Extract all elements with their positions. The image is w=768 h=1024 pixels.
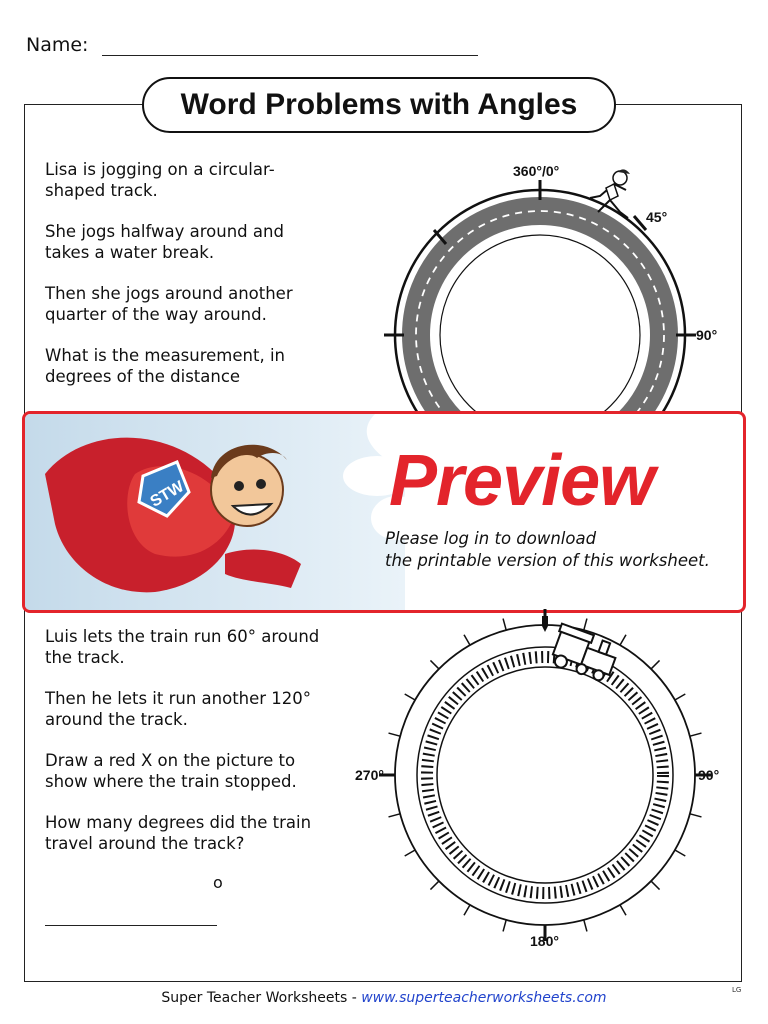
degree-tick [620, 635, 626, 645]
preview-banner[interactable] [22, 411, 746, 613]
degree-tick [405, 694, 415, 700]
label-45: 45° [646, 209, 668, 225]
degree-tick [690, 733, 702, 736]
name-label: Name: [26, 34, 89, 56]
problem-1-paragraph: What is the measurement, in degrees of the distance [45, 346, 285, 386]
track-inner-edge [440, 235, 640, 435]
train-icon [548, 624, 621, 685]
degree-tick [675, 694, 685, 700]
degree-tick [675, 850, 685, 856]
degree-tick [405, 850, 415, 856]
degree-tick [389, 733, 401, 736]
degree-tick [690, 814, 702, 817]
label-270: 270° [355, 767, 384, 783]
name-line [102, 37, 478, 56]
rail-outer [417, 647, 673, 903]
preview-message [385, 528, 710, 572]
start-marker [542, 616, 548, 632]
label-360-0: 360°/0° [513, 163, 560, 179]
degree-tick [430, 881, 438, 889]
mascot-illustration [25, 414, 405, 610]
footer-link[interactable]: www.superteacherworksheets.com [361, 990, 607, 1006]
degree-tick [503, 920, 506, 932]
footer-code: LG [732, 986, 742, 994]
answer-line[interactable] [45, 925, 217, 926]
problem-2-paragraph: Draw a red X on the picture to show where the train stopped. [45, 751, 297, 791]
jogging-track-figure [380, 150, 720, 420]
degree-tick [430, 660, 438, 668]
label-90: 90° [696, 327, 718, 343]
train-track-figure [350, 610, 730, 950]
answer-degree-symbol: o [213, 873, 223, 892]
preview-message-line-1: Please log in to download [385, 529, 597, 548]
degree-tick [584, 619, 587, 631]
degree-tick [651, 881, 659, 889]
degree-tick [620, 905, 626, 915]
label-90: 90° [698, 767, 720, 783]
preview-message-line-2: the printable version of this worksheet. [385, 551, 710, 570]
degree-tick [503, 619, 506, 631]
mascot-eye [234, 481, 244, 491]
mascot-eye [256, 479, 266, 489]
problem-2-paragraph: How many degrees did the train travel around the track? [45, 813, 312, 853]
outer-dial-ring [395, 625, 695, 925]
rail-inner [437, 667, 653, 883]
rail-ties [427, 657, 663, 893]
problem-1-paragraph: Lisa is jogging on a circular-shaped track. [45, 160, 275, 200]
footer-brand: Super Teacher Worksheets - [161, 990, 362, 1006]
degree-tick [584, 920, 587, 932]
problem-1-paragraph: Then she jogs around another quarter of the way around. [45, 284, 293, 324]
preview-heading: Preview [389, 441, 655, 521]
emblem-text: STW [147, 478, 187, 511]
degree-tick [464, 635, 470, 645]
problem-2-paragraph: Then he lets it run another 120° around the track. [45, 689, 312, 729]
worksheet-title: Word Problems with Angles [142, 77, 616, 133]
name-row [26, 34, 478, 56]
problem-1-text [45, 160, 295, 408]
footer [0, 990, 768, 1006]
degree-tick [651, 660, 659, 668]
problem-2-paragraph: Luis lets the train run 60° around the track. [45, 627, 320, 667]
problem-2-text [45, 627, 335, 875]
label-180: 180° [530, 933, 559, 949]
problem-1-paragraph: She jogs halfway around and takes a water break. [45, 222, 284, 262]
degree-tick [389, 814, 401, 817]
degree-tick [464, 905, 470, 915]
